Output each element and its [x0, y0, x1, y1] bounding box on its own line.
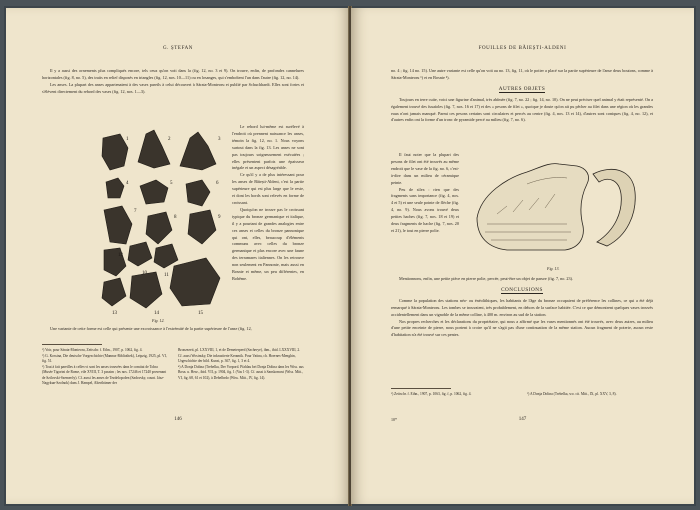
figure-label: 13 [112, 311, 117, 316]
shard-6 [186, 180, 210, 206]
right-footnote-col2 [527, 392, 653, 398]
footnote-rule [42, 344, 102, 345]
figure-label: 5 [170, 181, 173, 186]
right-footnote-col1 [391, 392, 517, 398]
figure-label: 2 [168, 137, 171, 142]
signature-mark: 10* [391, 417, 397, 422]
right-page-number: 147 [518, 417, 527, 422]
figure-12-caption: Fig. 12. [152, 318, 165, 323]
footnote: ¹) Voir, pour Sărata-Monteoru, Zeitschr. f. Ethn., 1907, p. 1062, fig. 4. [42, 348, 143, 352]
open-book [4, 6, 696, 506]
shard-10 [128, 242, 152, 266]
footnote: ²) G. Kossina, Die deutsche Vorgeschichte (Mannus-Bibliothek), Leipzig, 1925, pl. VI, fig. 51. [42, 353, 167, 363]
shard-5 [140, 180, 168, 204]
vessel-handle [593, 169, 635, 246]
paragraph: Ce qu'il y a de plus intéressant pour les anses de Bâiești-Aldeni, c'est la partie supérieure qui est plus large que le reste, et dont les bords sont relevés en forme de croissant. [232, 172, 304, 205]
figure-label: 12 [118, 253, 123, 258]
figure-13-vessel [467, 154, 647, 264]
figure-label: 7 [134, 209, 137, 214]
right-page [351, 8, 694, 504]
shard-9 [188, 210, 216, 244]
paragraph: Toujours en terre cuite, voici une figurine d'animal, très abîmée (fig. 7, no. 22 ; fig. 14, no. 10). On ne peut préciser quel animal y était représenté. On a également trouvé des fusaïoles (fig. 7, nos. 16 et 17) et des « pesons de filet », quoique je doute qu'on ait pu pêcher au filet dans une région où les grandes eaux n'ont jamais manqué. Parmi ces pesons certains sont circulaires et percés au centre (fig. 4, nos. 13 et 14), d'autres sont coniques (fig. 4, no. 12), et d'autres enfin ont la forme d'un tronc de pyramide percé au milieu (fig. 7, no. 6). [391, 96, 653, 123]
paragraph: no. 4 ; fig. 14 no. 15). Une autre variante est celle qu'on voit au no. 13, fig. 11, où le potier a placé sur la partie supérieure de l'anse deux boutons, comme à Sărata-Monteoru ¹) et en Bosnie ²). [391, 68, 653, 80]
shard-15 [170, 258, 220, 306]
left-page [6, 8, 350, 504]
footnote: ²) A Donja Dolina (Trebelka, wo. cit. Mitt., IX, pl. XXV, 3, 8). [527, 392, 617, 396]
left-running-head: G. ȘTEFAN [162, 46, 194, 51]
paragraph: Mentionnons, enfin, une petite pièce en pierre polie, percée, peut-être un objet de parure (fig. 7, no. 23). [399, 276, 574, 281]
figure-label: 15 [198, 311, 203, 316]
shard-2 [138, 130, 170, 168]
figure-13-caption: Fig. 13. [547, 266, 560, 271]
left-bottom-text [42, 326, 304, 333]
footnote: ¹) Zeitschr. f. Ethn., 1907, p. 1063, fig. f, p. 1062, fig. 4. [391, 392, 472, 396]
figure-label: 4 [126, 181, 129, 186]
right-side-text [391, 152, 459, 235]
shard-8 [146, 212, 172, 244]
left-top-text [42, 68, 304, 96]
figure-label: 3 [218, 137, 221, 142]
paragraph: Les anses. La plupart des anses appartenaient à des vases pareils à celui découvert à Sărata-Monteoru et publié par Schuchhardt. Elles sont fortes et s'élèvent directement du rebord des vases (fig. 12, nos. 1—3). [42, 81, 304, 94]
figure-12-shards [98, 126, 228, 316]
shard-4 [106, 178, 124, 198]
right-running-head: FOUILLES DE BĂIEȘTI-ALDENI [478, 46, 567, 51]
footnote: ⁴) A Donja Dolina (Trebelka, Der Vorpord. Pfahlau bei Donja Dolina dans les Wiss. aus Bosn. u. Herz., ibid. VII, p. 1904, fig. 1 (Vas 1-3). Cf. aussi à Sanskomost (Wiss. Mitt., VI, fig. 68, 61 et 102), à Debelbrdo (Wiss. Mitt., IV, fig. 14). [178, 364, 304, 380]
shard-1 [102, 134, 128, 170]
paragraph: Il faut noter que la plupart des pesons de filet ont été trouvés au même endroit que le vase de la fig. no. 6, c'est-à-dire dans un milieu de céramique peinte. [391, 152, 459, 185]
paragraph: Comme la population des stations néo- ou énéolithiques, les habitants de l'âge du bronze occupaient de préférence les collines, ce qui a été déjà remarqué à Sărata-Monteoru. Les tombes se trouvaient, très probablement, en dehors de la surface habitée. C'est ce que démontrent quelques vases trouvés accidentellement dans un vignoble de la même colline, à 400 m. environ au sud de la station. [391, 297, 653, 317]
figure-label: 10 [142, 271, 147, 276]
left-footnotes-col2 [178, 348, 304, 381]
figure-label: 6 [216, 181, 219, 186]
footnote-rule [391, 388, 451, 389]
section-title-conclusions: CONCLUSIONS [501, 286, 543, 293]
shard-14 [130, 272, 162, 308]
shard-7 [104, 206, 132, 244]
shard-11 [154, 244, 178, 268]
paragraph: Quoiqu'on ne trouve pas le croissant typique du bronze germanique et italique, il y a pourtant de grandes analogies entre ces anses et celles du bronze pannonique qui ont, elles, beaucoup d'éléments communs avec celles du bronze germanique et plus encore avec une faune des terramares italiennes. On les retrouve non seulement en Pannonie, mais aussi en Bosnie et même, un peu différentes, en Bohême. [232, 206, 304, 281]
paragraph: Il y a aussi des ornements plus compliqués encore, tels ceux qu'on voit dans la (fig. 12, no. 3 et 9). On trouve, enfin, de profondes cannelures horizontales (fig. 8, no. 5), des traits en relief disposés en triangles (fig. 12, nos. 10—11) ou en losanges, qui s'emboîtent l'un dans l'autre (fig. 12, no. 14). [42, 68, 304, 80]
paragraph: Peu de silex : rien que des fragments sans importance (fig. 4, nos. 4 et 5) et une seule pointe de flèche (fig. 4, no. 9). Nous avons trouvé deux petites haches (fig. 7, nos. 18 et 19) et deux fragments de hache (fig. 7, nos. 20 et 21), le tout en pierre polie. [391, 186, 459, 233]
paragraph: Le rebord lui-même est surélevé à l'endroit où prennent naissance les anses, témoin la fig. 12, no. 1. Nous voyons surtout dans la fig. 13. Les anses ne sont pas toujours soigneusement exécutées ; elles présentent parfois une épaisseur inégale et un aspect désagréable. [232, 124, 304, 171]
shard-13 [102, 278, 126, 306]
section-title-autres-objets: AUTRES OBJETS [498, 85, 546, 92]
figure-label: 1 [126, 137, 129, 142]
paragraph: Une variante de cette forme est celle qui présente une excroissance à l'extrémité de la partie supérieure de l'anse (fig. 12, [50, 326, 252, 331]
vessel-body [477, 164, 589, 250]
left-page-number: 146 [174, 417, 182, 422]
footnote: Bronzezeit, pl. LXXVIII, 1, et de Demeterperd (Sacherye), ibm., ibid. LXXXVIII, 2. Cf. aussi Wosinsky, Die inkrustierte Keramik. Pour Vatina, ch. Hoernes-Menghin, Urgeschichte der bild. Kunst, p. 367, fig. 1, 3 et 4. [178, 348, 301, 363]
figure-label: 9 [218, 215, 221, 220]
figure-label: 14 [154, 311, 159, 316]
paragraph: Nos propres recherches et les déclarations du propriétaire, qui nous a affirmé que les vases mentionnés ont été trouvés, avec deux autres, au milieu d'une petite enceinte de pierre, nous portent à croire qu'il ne s'agit pas d'une continuation de la même station. Aucun fragment de poterie, aucun reste d'habitation n'a été trouvé sur ces pentes. [391, 318, 653, 338]
shard-3 [180, 132, 216, 170]
left-footnotes-col1 [42, 348, 168, 387]
right-bottom-text [391, 276, 653, 339]
right-top-text [391, 68, 653, 124]
figure-label: 8 [174, 215, 177, 220]
left-side-text [232, 124, 304, 283]
footnote: ³) Tout à fait pareilles à celles-ci sont les anses trouvées dans le comitat de Tolna (Musée Tigorini de Rome, vile XVIII, T. 3 passim ; les nos. 17246 et 17240 provenant de Szilovski-Szemerőy). Cf. aussi les anses de Tezdelopcden (Sadovsky, count. Jász-Nagykun-Szolnok) dans J. Hampel, Alterthümer der [42, 364, 167, 385]
figure-label: 11 [164, 273, 169, 278]
